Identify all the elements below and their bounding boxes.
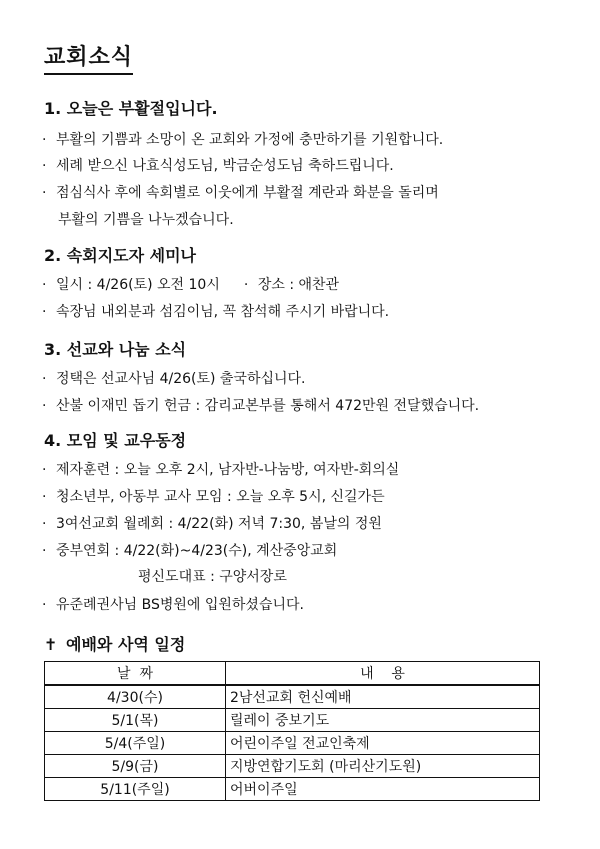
table-header-row <box>45 662 540 686</box>
row-date: 5/1(목) <box>45 709 226 732</box>
row-date: 5/4(주일) <box>45 732 226 755</box>
list-item-continuation: 부활의 기쁨을 나누겠습니다. <box>58 212 234 228</box>
row-date: 4/30(수) <box>45 685 226 709</box>
header-date: 날 짜 <box>45 662 226 686</box>
row-event: 어버이주일 <box>226 778 540 801</box>
list-item: · 중부연회 : 4/22(화)~4/23(수), 계산중앙교회 <box>42 543 338 559</box>
schedule-table <box>44 661 540 801</box>
row-event: 어린이주일 전교인축제 <box>226 732 540 755</box>
table-row <box>45 732 540 755</box>
list-item: · 일시 : 4/26(토) 오전 10시 · 장소 : 애찬관 <box>42 277 340 293</box>
list-item: · 정택은 선교사님 4/26(토) 출국하십니다. <box>42 371 306 387</box>
list-item: · 유준례권사님 BS병원에 입원하셨습니다. <box>42 597 304 613</box>
list-item: · 청소년부, 아동부 교사 모임 : 오늘 오후 5시, 신길가든 <box>42 489 385 505</box>
table-row <box>45 709 540 732</box>
row-date: 5/11(주일) <box>45 778 226 801</box>
section-heading-seminar: 2. 속회지도자 세미나 <box>44 246 196 265</box>
section-heading-mission: 3. 선교와 나눔 소식 <box>44 340 187 359</box>
list-item: · 3여선교회 월례회 : 4/22(화) 저녁 7:30, 봄날의 정원 <box>42 516 382 532</box>
list-item: · 세례 받으신 나효식성도님, 박금순성도님 축하드립니다. <box>42 158 394 174</box>
section-heading-meetings: 4. 모임 및 교우동정 <box>44 431 187 450</box>
page-title: 교회소식 <box>44 40 133 75</box>
cross-icon: ✝ <box>44 635 58 654</box>
section-heading-easter: 1. 오늘은 부활절입니다. <box>44 99 218 118</box>
table-row <box>45 778 540 801</box>
table-row <box>45 685 540 709</box>
header-content: 내 용 <box>226 662 540 686</box>
list-item-continuation: 평신도대표 : 구양서장로 <box>138 569 287 585</box>
row-date: 5/9(금) <box>45 755 226 778</box>
row-event: 지방연합기도회 (마리산기도원) <box>226 755 540 778</box>
list-item: · 부활의 기쁨과 소망이 온 교회와 가정에 충만하기를 기원합니다. <box>42 132 444 148</box>
list-item: · 산불 이재민 돕기 헌금 : 감리교본부를 통해서 472만원 전달했습니다. <box>42 398 480 414</box>
table-row <box>45 755 540 778</box>
list-item: · 점심식사 후에 속회별로 이웃에게 부활절 계란과 화분을 돌리며 <box>42 185 439 201</box>
row-event: 2남선교회 헌신예배 <box>226 685 540 709</box>
list-item: · 속장님 내외분과 섬김이님, 꼭 참석해 주시기 바랍니다. <box>42 304 390 320</box>
list-item: · 제자훈련 : 오늘 오후 2시, 남자반-나눔방, 여자반-회의실 <box>42 462 400 478</box>
row-event: 릴레이 중보기도 <box>226 709 540 732</box>
schedule-title: ✝ 예배와 사역 일정 <box>44 635 186 654</box>
